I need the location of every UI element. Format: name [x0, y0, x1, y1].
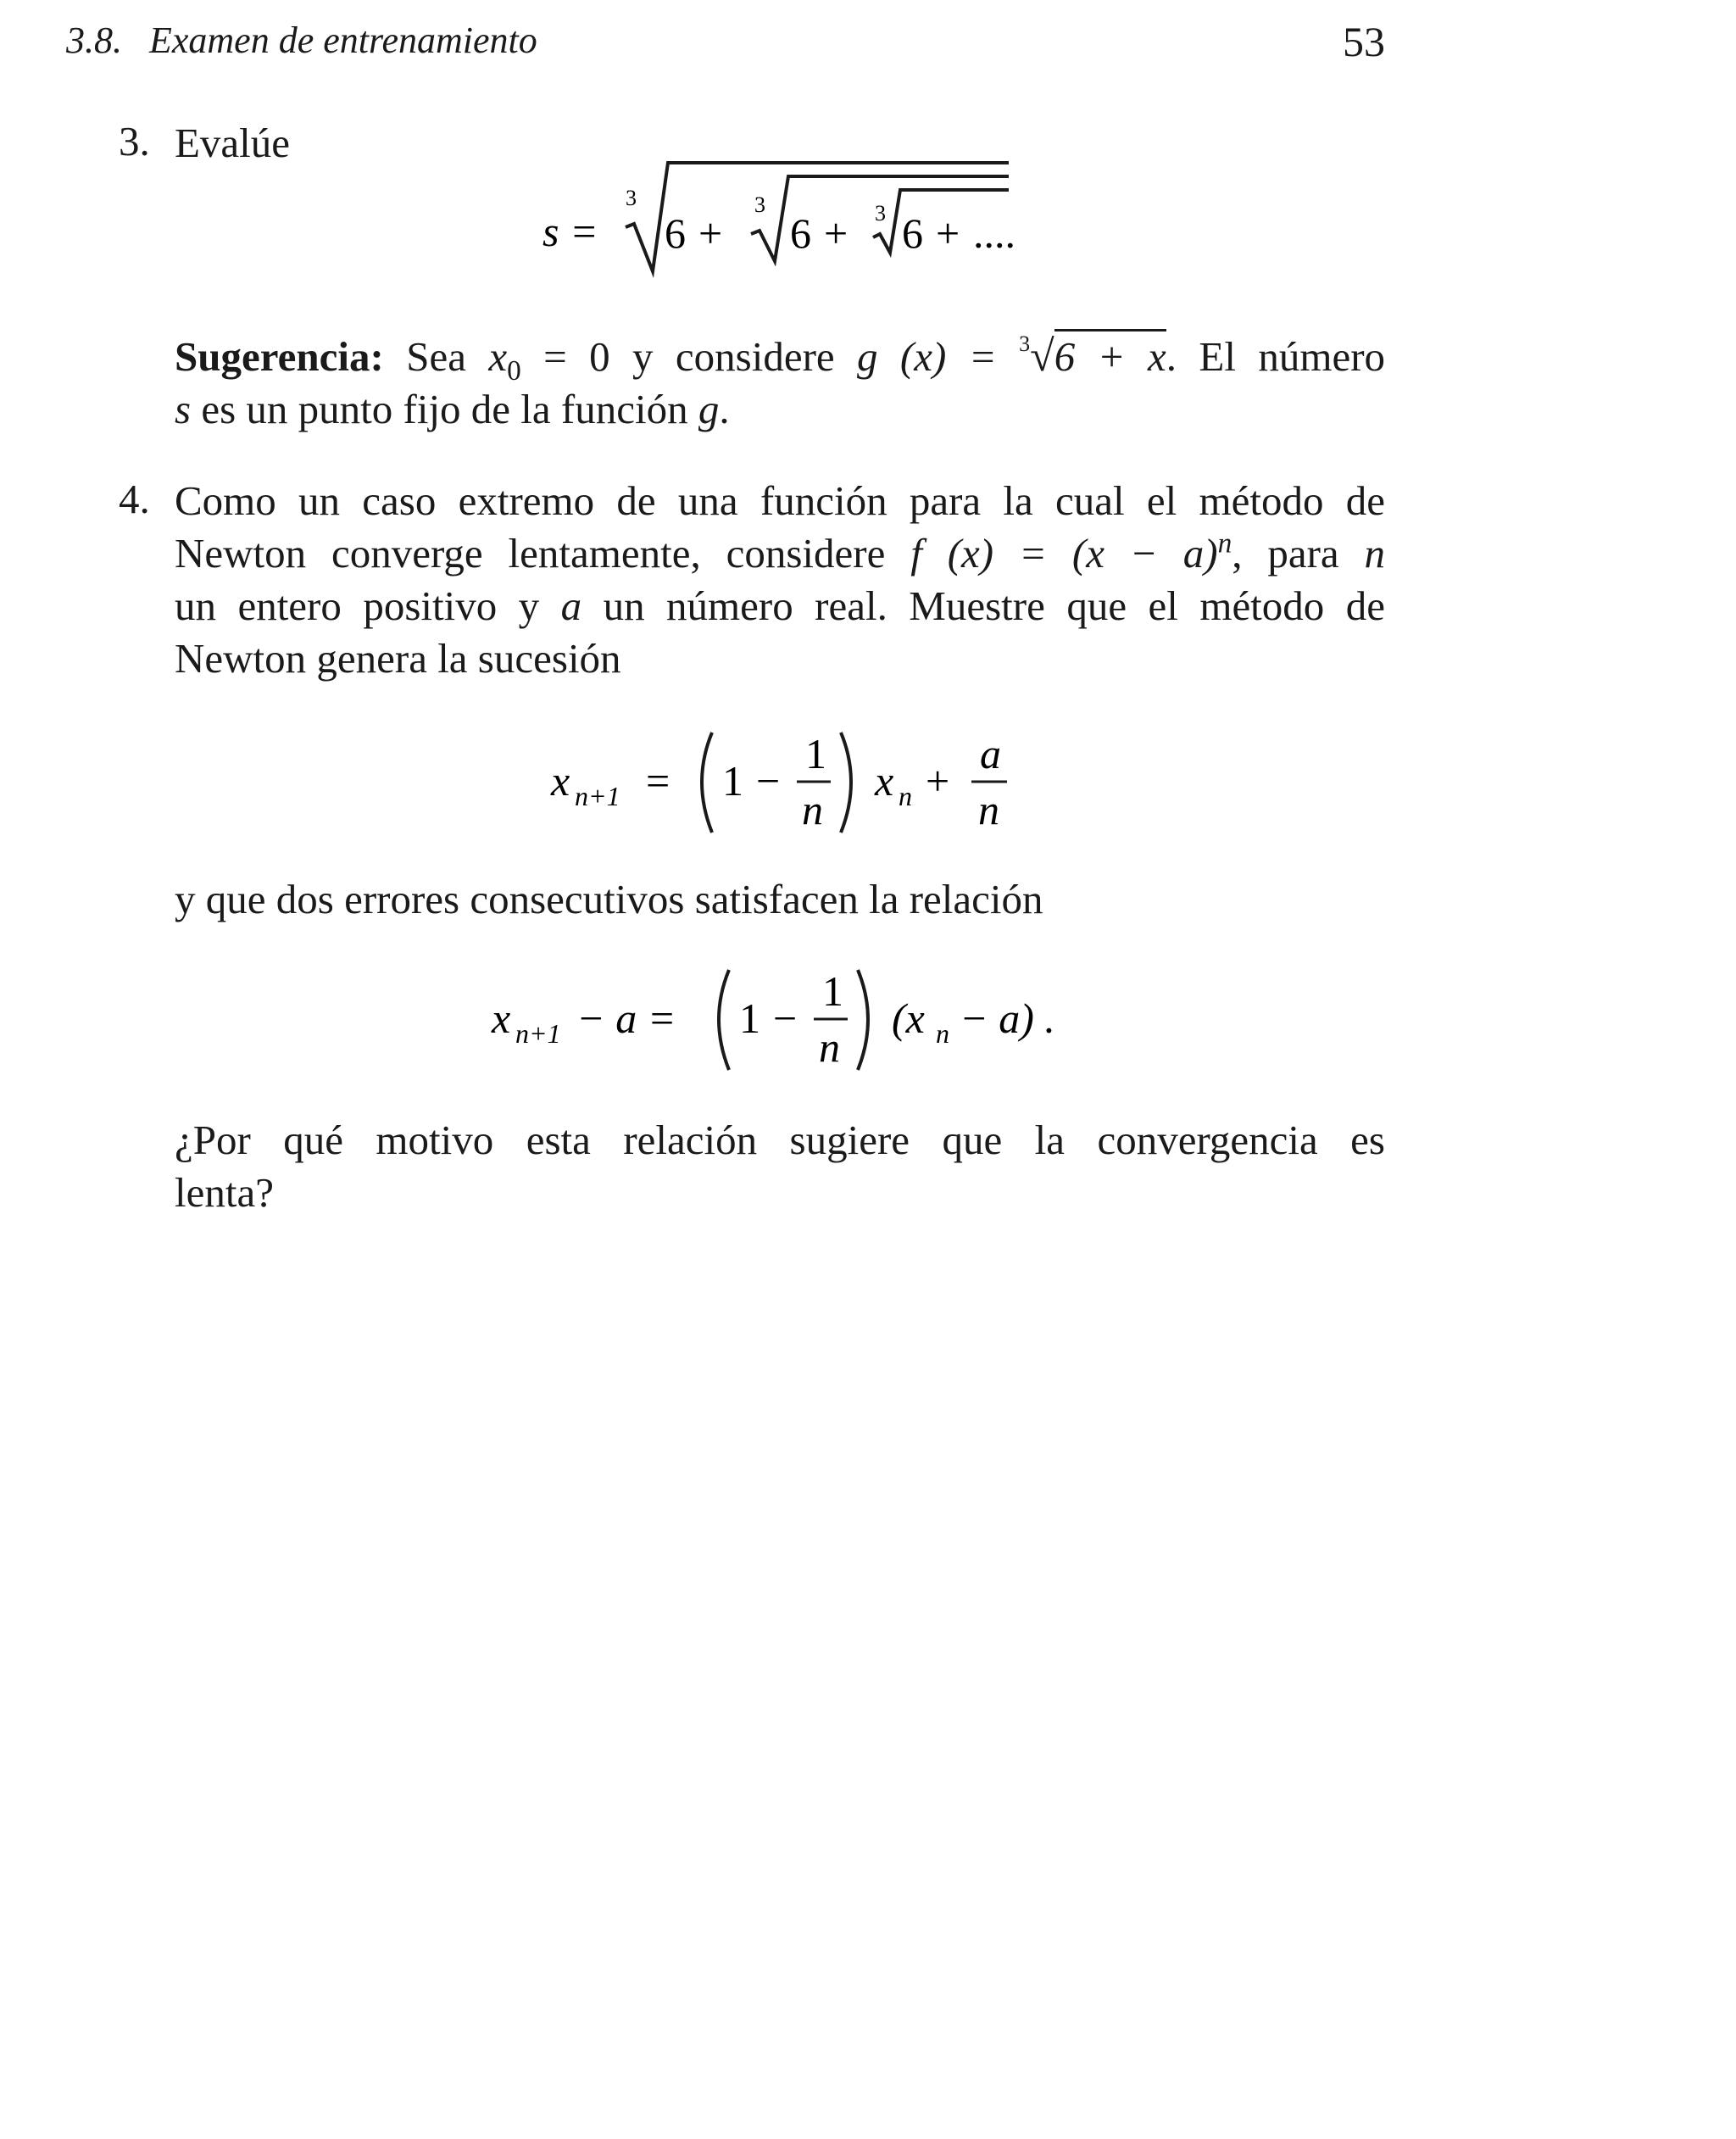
p4-line-3: [175, 580, 1385, 632]
section-number: 3.8.: [66, 19, 122, 61]
eq2-lhs-sub: n+1: [515, 1018, 561, 1049]
eq2-rhs-open: (x: [892, 994, 925, 1042]
p4-numero-real: un número real. Muestre que el método de: [603, 582, 1385, 629]
eq2-rhs-close: − a) .: [960, 994, 1055, 1042]
running-header: [66, 19, 537, 62]
p4-question-line-2: lenta?: [175, 1169, 274, 1216]
eq1-equals: =: [646, 757, 670, 805]
p4-line-1: Como un caso extremo de una función para la cual el método de: [175, 477, 1385, 524]
hint-cube-root: $^3$√6 + x: [1019, 333, 1166, 380]
eq1-left-paren: [702, 732, 712, 833]
eq1-lhs-sub: n+1: [575, 781, 620, 811]
hint-period: .: [719, 386, 730, 432]
problem-3-heading: Evalúe: [175, 120, 291, 166]
eq1-frac2-num: a: [980, 730, 1001, 777]
hint-g-function: g (x) =: [857, 333, 997, 380]
p4-question-line-1: ¿Por qué motivo esta relación sugiere que la convergencia es: [175, 1117, 1385, 1163]
problem-3-hint: [175, 331, 1385, 436]
inner-six: 6: [902, 209, 923, 257]
eq2-lhs-x: x: [492, 994, 511, 1042]
formula-lhs: s =: [542, 208, 598, 255]
eq2-frac-den: n: [819, 1023, 840, 1071]
eq1-one: 1: [722, 757, 743, 805]
hint-line-1: [175, 331, 1386, 387]
problem-4-statement: [175, 475, 1385, 685]
outer-plus: +: [698, 209, 723, 257]
eq1-xn-sub: n: [899, 781, 912, 811]
p4-para: , para: [1232, 530, 1339, 577]
eq1-minus: −: [756, 757, 781, 805]
hint-text-punto-fijo: es un punto fijo de la función: [201, 386, 688, 432]
eq2-rhs-sub: n: [936, 1018, 949, 1049]
problem-4-number: 4.: [119, 476, 150, 522]
formula-ellipsis: ....: [973, 209, 1015, 257]
eq2-right-paren: [858, 970, 868, 1070]
problem-3-number: 3.: [119, 118, 150, 164]
p4-newton-converge: Newton converge lentamente, considere: [175, 530, 886, 577]
p4-line-4: Newton genera la sucesión: [175, 635, 621, 682]
eq2-left-paren: [719, 970, 729, 1070]
inner-root-index: 3: [875, 201, 886, 226]
hint-text-considere: = 0 y considere: [543, 333, 835, 380]
hint-x0: $x_0$: [488, 333, 521, 387]
hint-s: s: [175, 386, 192, 432]
hint-text-sea: Sea: [406, 333, 466, 380]
eq1-plus: +: [926, 757, 950, 805]
hint-text-el-numero: . El número: [1166, 333, 1386, 380]
p4-n: n: [1364, 530, 1386, 577]
p4-question: [175, 1114, 1385, 1219]
page-number: 53: [1343, 18, 1385, 65]
hint-label: Sugerencia:: [175, 333, 384, 380]
eq2-minus-a: − a =: [576, 994, 676, 1042]
nested-cube-root-formula: [509, 153, 1068, 280]
section-title: Examen de entrenamiento: [149, 19, 537, 61]
eq1-lhs-x: x: [551, 757, 570, 805]
p4-line-2: [175, 527, 1385, 580]
eq1-frac2-den: n: [978, 786, 999, 833]
eq1-frac-den: n: [802, 786, 823, 833]
hint-line-2: [175, 383, 1385, 436]
eq1-xn: x: [875, 757, 894, 805]
p4-middle-text: y que dos errores consecutivos satisfacen la relación: [175, 876, 1043, 922]
outer-root-index: 3: [626, 186, 637, 210]
eq1-right-paren: [841, 732, 851, 833]
newton-sequence-equation: [542, 721, 1017, 848]
error-relation-equation: [483, 958, 1093, 1085]
middle-root-index: 3: [754, 192, 765, 217]
eq2-one: 1: [739, 994, 760, 1042]
eq2-minus: −: [773, 994, 798, 1042]
inner-plus: +: [936, 209, 960, 257]
eq2-frac-num: 1: [822, 967, 843, 1015]
p4-entero-positivo: un entero positivo y: [175, 582, 540, 629]
middle-plus: +: [824, 209, 849, 257]
hint-g: g: [698, 386, 720, 432]
p4-a: a: [560, 582, 582, 629]
p4-f-definition: f $(x) = (x - a)^n$: [910, 527, 1232, 577]
eq1-frac-num: 1: [805, 730, 826, 777]
middle-six: 6: [790, 209, 811, 257]
outer-six: 6: [665, 209, 686, 257]
